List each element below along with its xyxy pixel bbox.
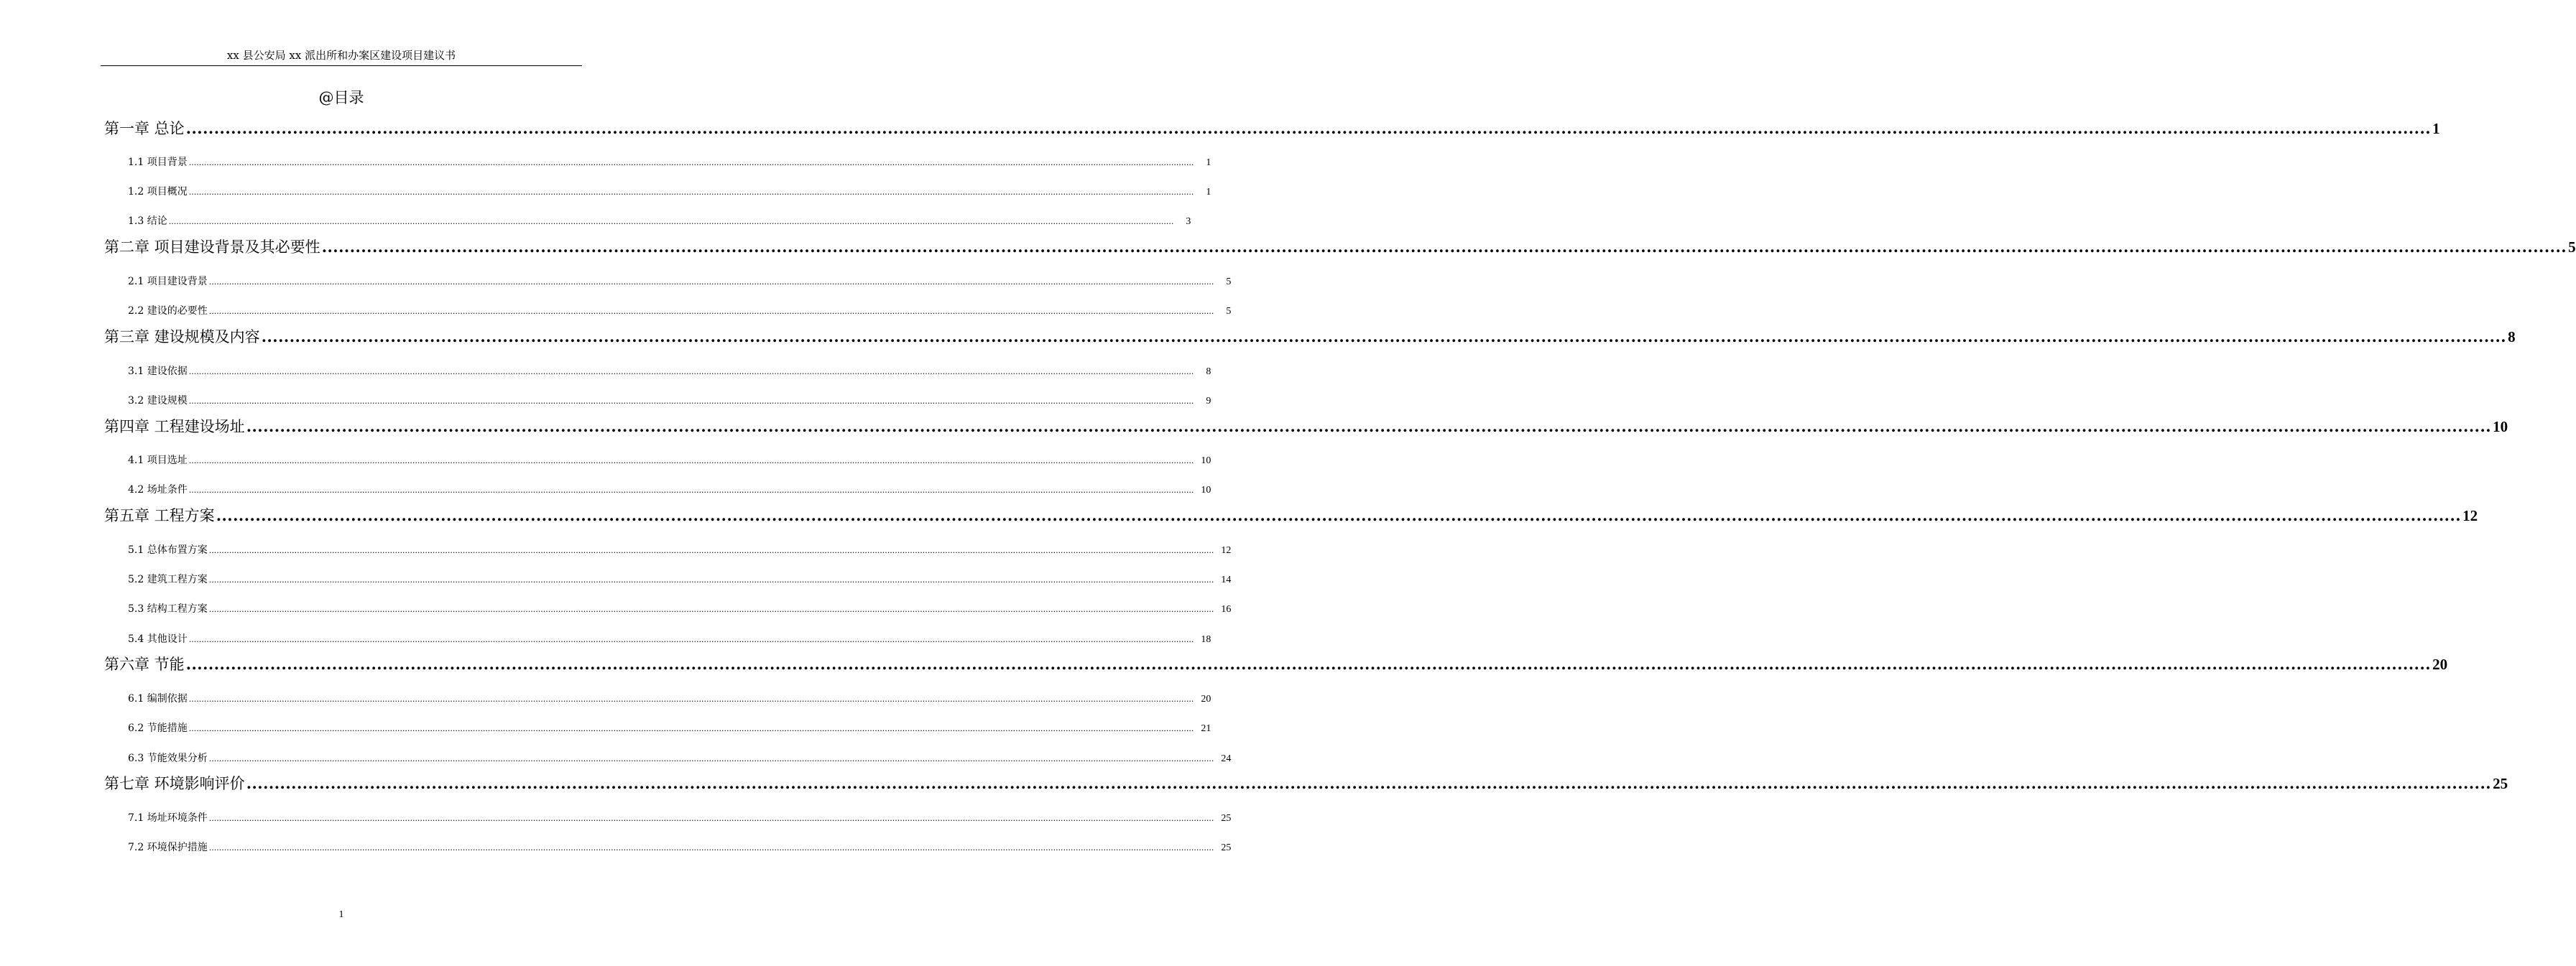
toc-section-6-3-label: 6.3 节能效果分析 <box>128 753 208 764</box>
toc-title: @目录 <box>318 89 364 106</box>
toc-chapter-2[interactable] <box>104 236 2576 258</box>
toc-section-5-3[interactable] <box>128 602 1232 617</box>
toc-section-6-3-page-number: 24 <box>1221 753 1232 764</box>
toc-chapter-6[interactable] <box>104 654 2448 675</box>
toc-chapter-6-dot-leader: ................................................................................................................................................................................................................................................................................................................................................................................................................ <box>185 655 2432 673</box>
toc-chapter-4-page-number: 10 <box>2493 418 2508 435</box>
toc-chapter-1-dot-leader: ................................................................................................................................................................................................................................................................................................................................................................................................................ <box>185 119 2432 137</box>
toc-chapter-5[interactable] <box>104 505 2478 526</box>
toc-chapter-3-dot-leader: ................................................................................................................................................................................................................................................................................................................................................................................................................ <box>261 328 2507 345</box>
toc-section-4-1[interactable] <box>128 453 1211 468</box>
toc-chapter-4-label: 第四章 工程建设场址 <box>104 418 245 435</box>
toc-section-6-1-page-number: 20 <box>1201 694 1211 705</box>
toc-section-1-2-label: 1.2 项目概况 <box>128 186 188 198</box>
toc-section-3-2-label: 3.2 建设规模 <box>128 395 188 407</box>
toc-section-6-3[interactable] <box>128 751 1232 766</box>
toc-chapter-7-dot-leader: ................................................................................................................................................................................................................................................................................................................................................................................................................ <box>246 774 2492 792</box>
toc-section-1-1[interactable] <box>128 155 1211 170</box>
toc-chapter-3[interactable] <box>104 326 2516 348</box>
toc-section-2-2[interactable] <box>128 304 1232 319</box>
page-number: 1 <box>338 909 344 920</box>
toc-section-2-2-dot-leader: ................................................................................................................................................................................................................................................................................................................................................................................................................ <box>208 307 1214 316</box>
toc-chapter-7[interactable] <box>104 773 2508 794</box>
running-header: xx 县公安局 xx 派出所和办案区建设项目建议书 <box>226 49 456 62</box>
toc-chapter-3-label: 第三章 建设规模及内容 <box>104 328 260 345</box>
toc-section-4-1-dot-leader: ................................................................................................................................................................................................................................................................................................................................................................................................................ <box>188 456 1194 465</box>
toc-section-2-1[interactable] <box>128 274 1232 289</box>
toc-section-1-2[interactable] <box>128 185 1211 200</box>
toc-section-7-2-label: 7.2 环境保护措施 <box>128 842 208 853</box>
toc-section-2-2-page-number: 5 <box>1226 306 1232 317</box>
toc-section-5-3-page-number: 16 <box>1221 604 1232 615</box>
toc-section-7-2-dot-leader: ................................................................................................................................................................................................................................................................................................................................................................................................................ <box>208 843 1214 853</box>
toc-section-6-1-dot-leader: ................................................................................................................................................................................................................................................................................................................................................................................................................ <box>188 695 1194 704</box>
toc-section-5-3-label: 5.3 结构工程方案 <box>128 603 208 615</box>
toc-section-3-1-page-number: 8 <box>1206 366 1211 377</box>
toc-section-5-2-label: 5.2 建筑工程方案 <box>128 574 208 585</box>
toc-chapter-2-label: 第二章 项目建设背景及其必要性 <box>104 238 320 256</box>
toc-section-1-2-page-number: 1 <box>1206 187 1211 198</box>
toc-section-3-1-dot-leader: ................................................................................................................................................................................................................................................................................................................................................................................................................ <box>188 367 1194 376</box>
toc-section-1-3-label: 1.3 结论 <box>128 215 167 227</box>
toc-section-3-1-label: 3.1 建设依据 <box>128 366 188 377</box>
toc-section-3-2-page-number: 9 <box>1206 396 1211 407</box>
toc-section-5-4-page-number: 18 <box>1201 634 1211 645</box>
toc-chapter-4[interactable] <box>104 416 2508 437</box>
toc-section-4-2-page-number: 10 <box>1201 485 1211 496</box>
toc-section-5-3-dot-leader: ................................................................................................................................................................................................................................................................................................................................................................................................................ <box>208 605 1214 614</box>
toc-section-6-3-dot-leader: ................................................................................................................................................................................................................................................................................................................................................................................................................ <box>208 754 1214 763</box>
toc-section-6-2-label: 6.2 节能措施 <box>128 723 188 734</box>
toc-section-1-3-dot-leader: ................................................................................................................................................................................................................................................................................................................................................................................................................ <box>168 217 1174 226</box>
toc-section-7-1-label: 7.1 场址环境条件 <box>128 812 208 824</box>
toc-chapter-7-page-number: 25 <box>2493 775 2508 792</box>
toc-section-5-4[interactable] <box>128 632 1211 647</box>
toc-section-5-1[interactable] <box>128 543 1232 558</box>
toc-section-5-4-label: 5.4 其他设计 <box>128 633 188 645</box>
toc-section-6-2[interactable] <box>128 721 1211 736</box>
toc-section-5-1-dot-leader: ................................................................................................................................................................................................................................................................................................................................................................................................................ <box>208 546 1214 555</box>
toc-section-1-2-dot-leader: ................................................................................................................................................................................................................................................................................................................................................................................................................ <box>188 187 1194 197</box>
toc-section-7-1-dot-leader: ................................................................................................................................................................................................................................................................................................................................................................................................................ <box>208 814 1214 823</box>
toc-section-6-1[interactable] <box>128 692 1211 707</box>
toc-section-2-1-label: 2.1 项目建设背景 <box>128 276 208 287</box>
toc-section-4-1-page-number: 10 <box>1201 455 1211 466</box>
toc-chapter-6-label: 第六章 节能 <box>104 656 185 673</box>
toc-section-1-1-page-number: 1 <box>1206 157 1211 168</box>
toc-chapter-2-dot-leader: ................................................................................................................................................................................................................................................................................................................................................................................................................ <box>321 238 2567 256</box>
toc-section-5-2[interactable] <box>128 572 1232 588</box>
toc-section-3-1[interactable] <box>128 364 1211 379</box>
toc-chapter-2-page-number: 5 <box>2568 238 2576 256</box>
toc-section-5-2-page-number: 14 <box>1221 575 1232 585</box>
toc-section-4-2[interactable] <box>128 483 1211 498</box>
toc-section-7-1[interactable] <box>128 811 1232 826</box>
toc-section-5-1-page-number: 12 <box>1221 545 1232 556</box>
toc-chapter-5-dot-leader: ................................................................................................................................................................................................................................................................................................................................................................................................................ <box>216 506 2462 524</box>
toc-section-2-1-page-number: 5 <box>1226 277 1232 287</box>
toc-section-7-2-page-number: 25 <box>1221 842 1232 853</box>
toc-section-1-3[interactable] <box>128 214 1191 229</box>
toc-section-1-1-label: 1.1 项目背景 <box>128 157 188 168</box>
toc-section-1-3-page-number: 3 <box>1186 216 1191 227</box>
toc-section-3-2[interactable] <box>128 394 1211 409</box>
toc-section-2-2-label: 2.2 建设的必要性 <box>128 305 208 317</box>
toc-section-3-2-dot-leader: ................................................................................................................................................................................................................................................................................................................................................................................................................ <box>188 396 1194 406</box>
toc-section-4-2-label: 4.2 场址条件 <box>128 484 188 496</box>
toc-section-6-2-dot-leader: ................................................................................................................................................................................................................................................................................................................................................................................................................ <box>188 724 1194 733</box>
toc-chapter-4-dot-leader: ................................................................................................................................................................................................................................................................................................................................................................................................................ <box>246 417 2492 435</box>
toc-section-6-1-label: 6.1 编制依据 <box>128 693 188 705</box>
toc-section-7-2[interactable] <box>128 840 1232 855</box>
toc-chapter-5-page-number: 12 <box>2462 507 2478 524</box>
toc-chapter-1-label: 第一章 总论 <box>104 120 185 137</box>
toc-section-7-1-page-number: 25 <box>1221 813 1232 824</box>
toc-section-1-1-dot-leader: ................................................................................................................................................................................................................................................................................................................................................................................................................ <box>188 158 1194 167</box>
toc-section-5-1-label: 5.1 总体布置方案 <box>128 544 208 556</box>
toc-section-4-2-dot-leader: ................................................................................................................................................................................................................................................................................................................................................................................................................ <box>188 486 1194 495</box>
toc-section-6-2-page-number: 21 <box>1201 723 1211 734</box>
toc-section-5-2-dot-leader: ................................................................................................................................................................................................................................................................................................................................................................................................................ <box>208 575 1214 585</box>
toc-chapter-6-page-number: 20 <box>2432 656 2448 673</box>
toc-chapter-1[interactable] <box>104 118 2440 139</box>
toc-section-2-1-dot-leader: ................................................................................................................................................................................................................................................................................................................................................................................................................ <box>208 277 1214 287</box>
toc-chapter-3-page-number: 8 <box>2508 328 2516 345</box>
toc-chapter-1-page-number: 1 <box>2432 120 2440 137</box>
toc-chapter-5-label: 第五章 工程方案 <box>104 507 215 524</box>
toc-section-5-4-dot-leader: ................................................................................................................................................................................................................................................................................................................................................................................................................ <box>188 635 1194 644</box>
toc-section-4-1-label: 4.1 项目选址 <box>128 455 188 466</box>
toc-chapter-7-label: 第七章 环境影响评价 <box>104 775 245 792</box>
